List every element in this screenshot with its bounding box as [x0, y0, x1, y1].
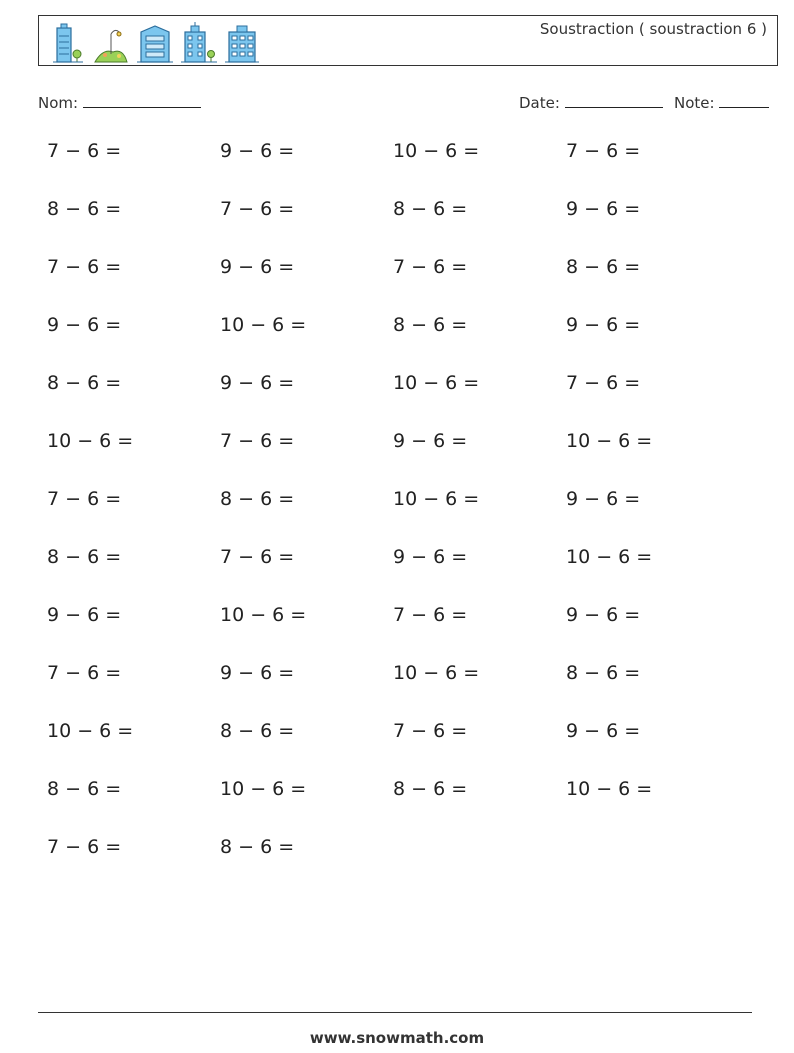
problem-r9-c1: 9 − 6 =: [47, 604, 122, 626]
problem-r1-c4: 7 − 6 =: [566, 140, 641, 162]
problem-r5-c2: 9 − 6 =: [220, 372, 295, 394]
problem-r7-c3: 10 − 6 =: [393, 488, 480, 510]
office-building-icon: [137, 22, 173, 64]
name-field: [38, 93, 201, 112]
problem-r13-c1: 7 − 6 =: [47, 836, 122, 858]
problem-r2-c2: 7 − 6 =: [220, 198, 295, 220]
problem-r9-c2: 10 − 6 =: [220, 604, 307, 626]
problem-r1-c3: 10 − 6 =: [393, 140, 480, 162]
problem-r11-c1: 10 − 6 =: [47, 720, 134, 742]
score-field: [674, 93, 769, 112]
problem-r10-c2: 9 − 6 =: [220, 662, 295, 684]
score-line[interactable]: [719, 93, 769, 108]
problem-r3-c1: 7 − 6 =: [47, 256, 122, 278]
problem-r6-c2: 7 − 6 =: [220, 430, 295, 452]
footer-divider: [38, 1012, 752, 1013]
name-line[interactable]: [83, 93, 201, 108]
problem-r4-c2: 10 − 6 =: [220, 314, 307, 336]
date-line[interactable]: [565, 93, 663, 108]
problem-r6-c4: 10 − 6 =: [566, 430, 653, 452]
apartment-building-icon: [223, 22, 261, 64]
problem-r6-c1: 10 − 6 =: [47, 430, 134, 452]
problem-r2-c4: 9 − 6 =: [566, 198, 641, 220]
date-label: Date:: [519, 94, 560, 112]
problem-r3-c4: 8 − 6 =: [566, 256, 641, 278]
worksheet-title: Soustraction ( soustraction 6 ): [539, 20, 767, 38]
problem-r4-c1: 9 − 6 =: [47, 314, 122, 336]
problem-r5-c1: 8 − 6 =: [47, 372, 122, 394]
problem-r2-c1: 8 − 6 =: [47, 198, 122, 220]
problem-r2-c3: 8 − 6 =: [393, 198, 468, 220]
worksheet-header: [38, 15, 778, 66]
problem-r9-c4: 9 − 6 =: [566, 604, 641, 626]
date-field: [519, 93, 663, 112]
problem-r11-c4: 9 − 6 =: [566, 720, 641, 742]
problem-r3-c3: 7 − 6 =: [393, 256, 468, 278]
footer-site: www.snowmath.com: [309, 1029, 485, 1047]
problem-r12-c1: 8 − 6 =: [47, 778, 122, 800]
problem-r7-c2: 8 − 6 =: [220, 488, 295, 510]
problem-r11-c3: 7 − 6 =: [393, 720, 468, 742]
problem-r4-c3: 8 − 6 =: [393, 314, 468, 336]
problem-r11-c2: 8 − 6 =: [220, 720, 295, 742]
problem-r6-c3: 9 − 6 =: [393, 430, 468, 452]
tower-building-icon: [179, 22, 217, 64]
name-label: Nom:: [38, 94, 79, 112]
problem-r8-c1: 8 − 6 =: [47, 546, 122, 568]
problem-r1-c2: 9 − 6 =: [220, 140, 295, 162]
problem-r10-c3: 10 − 6 =: [393, 662, 480, 684]
skyscraper-icon: [51, 22, 85, 64]
problem-r1-c1: 7 − 6 =: [47, 140, 122, 162]
problem-r8-c2: 7 − 6 =: [220, 546, 295, 568]
problem-r7-c4: 9 − 6 =: [566, 488, 641, 510]
problem-r9-c3: 7 − 6 =: [393, 604, 468, 626]
problem-r12-c2: 10 − 6 =: [220, 778, 307, 800]
problem-r4-c4: 9 − 6 =: [566, 314, 641, 336]
problem-r10-c1: 7 − 6 =: [47, 662, 122, 684]
problem-r12-c3: 8 − 6 =: [393, 778, 468, 800]
problem-r13-c2: 8 − 6 =: [220, 836, 295, 858]
problem-r12-c4: 10 − 6 =: [566, 778, 653, 800]
problem-r8-c4: 10 − 6 =: [566, 546, 653, 568]
score-label: Note:: [674, 94, 715, 112]
problem-r8-c3: 9 − 6 =: [393, 546, 468, 568]
problem-r3-c2: 9 − 6 =: [220, 256, 295, 278]
problem-r5-c4: 7 − 6 =: [566, 372, 641, 394]
problem-r10-c4: 8 − 6 =: [566, 662, 641, 684]
park-lamp-icon: [91, 22, 129, 64]
problem-r7-c1: 7 − 6 =: [47, 488, 122, 510]
problem-r5-c3: 10 − 6 =: [393, 372, 480, 394]
